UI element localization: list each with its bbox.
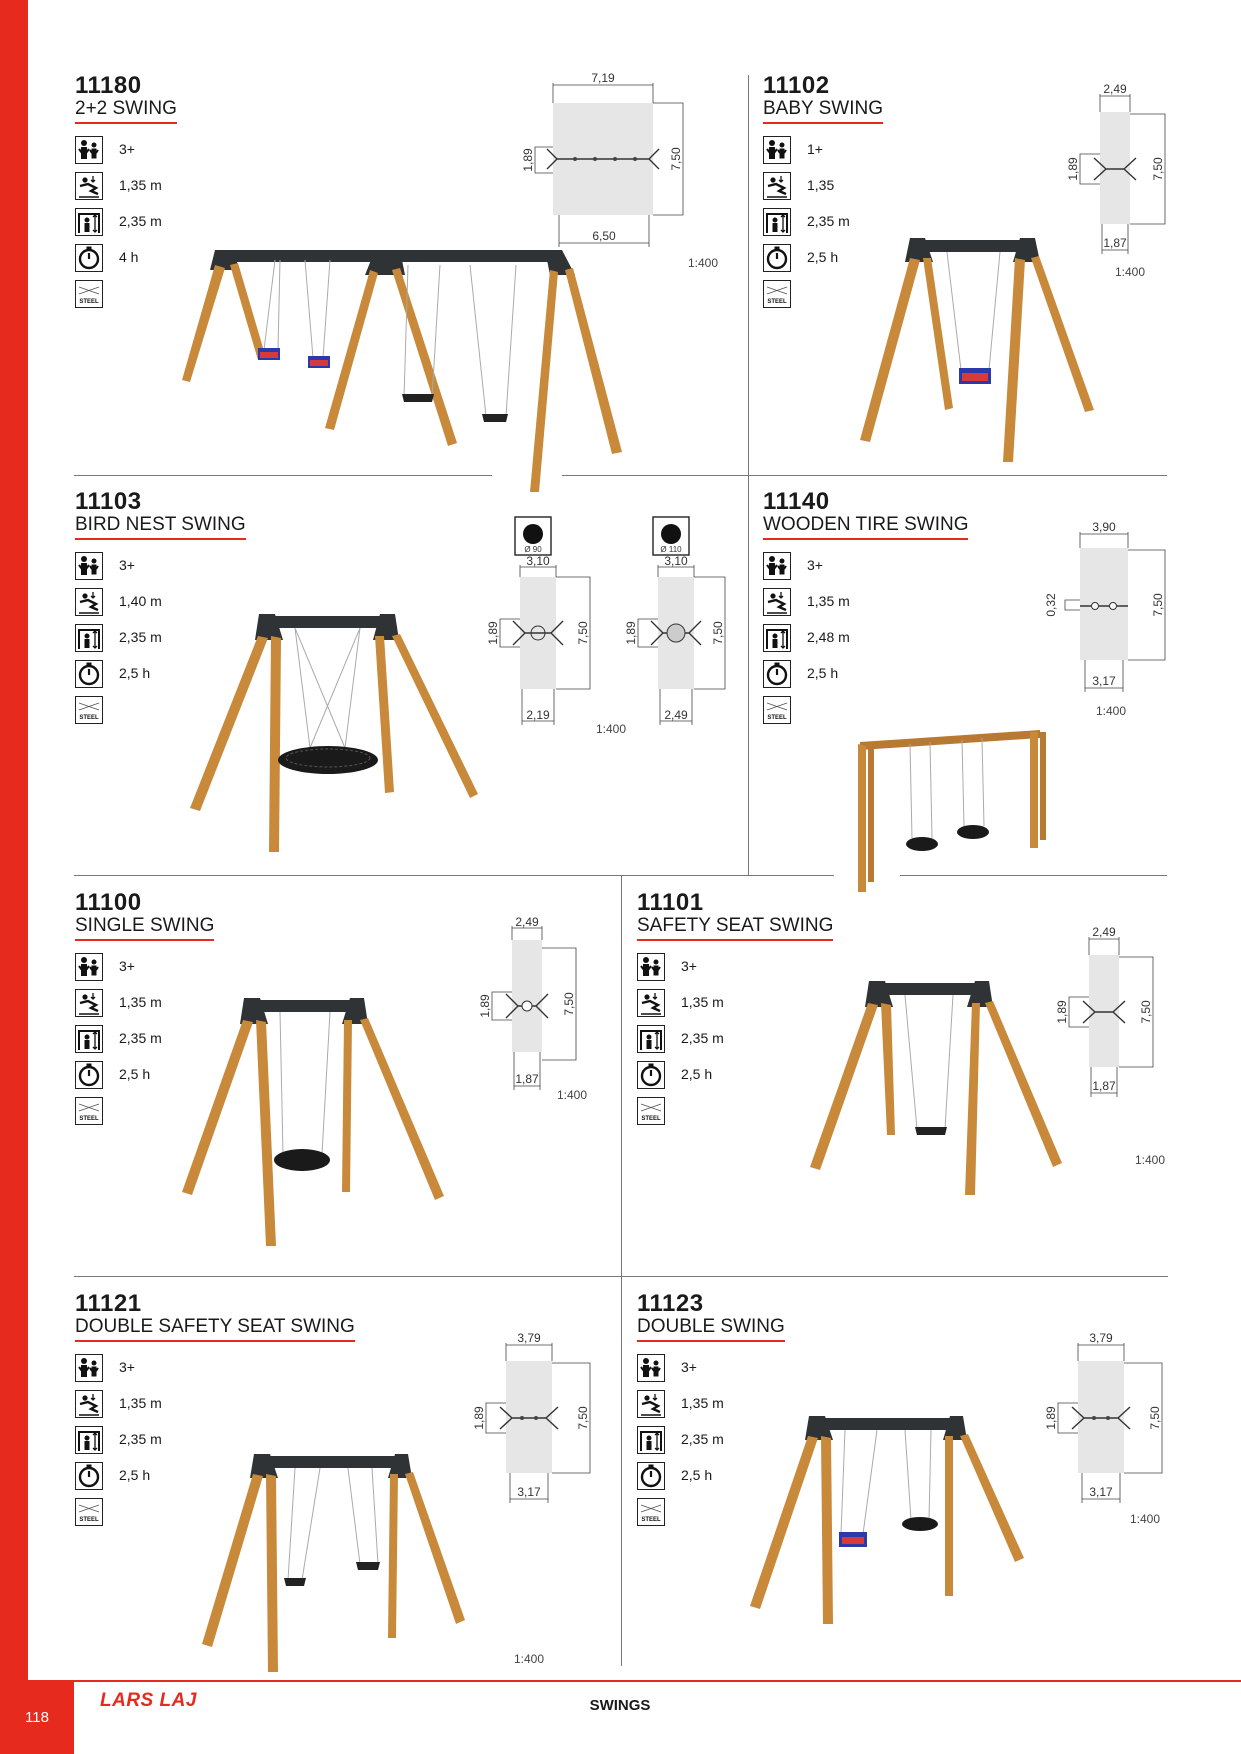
svg-text:3,79: 3,79 xyxy=(517,1331,541,1345)
svg-text:7,50: 7,50 xyxy=(1139,1000,1153,1024)
product-name: BABY SWING xyxy=(763,98,883,124)
swing-illustration xyxy=(185,608,475,858)
svg-text:1,87: 1,87 xyxy=(1092,1079,1116,1093)
steel-icon xyxy=(637,1498,665,1526)
divider xyxy=(621,876,622,1666)
svg-text:2,19: 2,19 xyxy=(526,708,550,722)
age-icon xyxy=(637,953,665,981)
free-height-icon xyxy=(763,624,791,652)
svg-text:1,87: 1,87 xyxy=(515,1072,539,1086)
swing-illustration xyxy=(855,230,1095,465)
svg-text:7,19: 7,19 xyxy=(591,71,615,85)
free-height-icon xyxy=(75,208,103,236)
fall-height-icon xyxy=(75,172,103,200)
svg-text:7,50: 7,50 xyxy=(711,621,725,645)
svg-text:3,10: 3,10 xyxy=(526,554,550,568)
product-name: SINGLE SWING xyxy=(75,915,214,941)
divider xyxy=(562,475,1167,476)
swing-illustration xyxy=(180,992,440,1252)
divider xyxy=(74,875,834,876)
steel-icon xyxy=(763,280,791,308)
fall-height-icon xyxy=(637,1390,665,1418)
install-time-icon xyxy=(75,660,103,688)
svg-text:3,10: 3,10 xyxy=(664,554,688,568)
left-red-bar xyxy=(0,0,28,1680)
steel-icon xyxy=(75,1498,103,1526)
svg-text:1,89: 1,89 xyxy=(486,621,500,645)
svg-text:2,49: 2,49 xyxy=(664,708,688,722)
svg-text:7,50: 7,50 xyxy=(576,1406,590,1430)
svg-text:2,49: 2,49 xyxy=(1092,925,1116,939)
svg-text:1,89: 1,89 xyxy=(1066,157,1080,181)
fall-height-icon xyxy=(763,588,791,616)
scale-label: 1:400 xyxy=(557,1088,588,1102)
install-time-icon xyxy=(763,660,791,688)
free-height-icon xyxy=(75,1025,103,1053)
product-number: 11123 xyxy=(637,1290,704,1317)
product-name: SAFETY SEAT SWING xyxy=(637,915,833,941)
age-icon xyxy=(75,552,103,580)
svg-text:2,49: 2,49 xyxy=(1103,82,1127,96)
svg-text:3,90: 3,90 xyxy=(1092,520,1116,534)
svg-text:3,17: 3,17 xyxy=(1089,1485,1113,1499)
svg-text:2,49: 2,49 xyxy=(515,915,539,929)
svg-text:7,50: 7,50 xyxy=(1151,593,1165,617)
product-number: 11121 xyxy=(75,1290,142,1317)
product-number: 11140 xyxy=(763,488,830,515)
page-number: 118 xyxy=(0,1680,74,1754)
divider xyxy=(74,1276,1168,1277)
free-height-icon xyxy=(763,208,791,236)
install-time-icon xyxy=(637,1462,665,1490)
steel-icon xyxy=(763,696,791,724)
free-height-icon xyxy=(637,1426,665,1454)
product-name: BIRD NEST SWING xyxy=(75,514,246,540)
plan-diagram xyxy=(485,515,595,740)
plan-diagram xyxy=(470,1325,600,1510)
product-name: DOUBLE SWING xyxy=(637,1316,785,1342)
fall-height-icon xyxy=(75,588,103,616)
scale-label: 1:400 xyxy=(596,722,627,736)
section-title: SWINGS xyxy=(589,1697,651,1714)
svg-text:7,50: 7,50 xyxy=(562,992,576,1016)
scale-label: 1:400 xyxy=(688,256,719,270)
svg-text:3,17: 3,17 xyxy=(517,1485,541,1499)
scale-label: 1:400 xyxy=(1130,1512,1161,1526)
free-height-icon xyxy=(637,1025,665,1053)
svg-text:Ø 110: Ø 110 xyxy=(660,545,682,554)
product-name: DOUBLE SAFETY SEAT SWING xyxy=(75,1316,355,1342)
svg-text:1,89: 1,89 xyxy=(478,994,492,1018)
product-name: 2+2 SWING xyxy=(75,98,177,124)
svg-text:7,50: 7,50 xyxy=(1151,157,1165,181)
product-name: WOODEN TIRE SWING xyxy=(763,514,968,540)
svg-text:1,87: 1,87 xyxy=(1103,236,1127,250)
steel-icon xyxy=(75,696,103,724)
svg-text:7,50: 7,50 xyxy=(576,621,590,645)
plan-diagram xyxy=(620,515,730,740)
plan-diagram xyxy=(1035,520,1175,705)
age-icon xyxy=(763,552,791,580)
svg-text:3,17: 3,17 xyxy=(1092,674,1116,688)
install-time-icon xyxy=(75,1462,103,1490)
plan-diagram xyxy=(1040,1325,1170,1510)
age-icon xyxy=(75,953,103,981)
age-icon xyxy=(637,1354,665,1382)
fall-height-icon xyxy=(763,172,791,200)
install-time-icon xyxy=(637,1061,665,1089)
scale-label: 1:400 xyxy=(1135,1153,1166,1167)
fall-height-icon xyxy=(637,989,665,1017)
fall-height-icon xyxy=(75,989,103,1017)
install-time-icon xyxy=(763,244,791,272)
product-number: 11180 xyxy=(75,72,142,99)
swing-illustration xyxy=(850,722,1050,897)
svg-text:3,79: 3,79 xyxy=(1089,1331,1113,1345)
install-time-icon xyxy=(75,1061,103,1089)
steel-icon xyxy=(75,280,103,308)
product-number: 11101 xyxy=(637,889,704,916)
scale-label: 1:400 xyxy=(514,1652,545,1666)
swing-illustration xyxy=(170,230,620,505)
svg-text:0,32: 0,32 xyxy=(1044,593,1058,617)
svg-text:7,50: 7,50 xyxy=(1148,1406,1162,1430)
age-icon xyxy=(763,136,791,164)
plan-diagram xyxy=(470,915,590,1105)
fall-height-icon xyxy=(75,1390,103,1418)
swing-illustration xyxy=(200,1448,470,1678)
install-time-icon xyxy=(75,244,103,272)
svg-text:1,89: 1,89 xyxy=(472,1406,486,1430)
svg-text:Ø 90: Ø 90 xyxy=(524,545,542,554)
steel-icon xyxy=(75,1097,103,1125)
swing-illustration xyxy=(805,975,1065,1210)
free-height-icon xyxy=(75,624,103,652)
product-number: 11103 xyxy=(75,488,142,515)
brand-logo: LARS LAJ xyxy=(100,1690,197,1711)
svg-text:1,89: 1,89 xyxy=(521,148,535,172)
scale-label: 1:400 xyxy=(1115,265,1146,279)
free-height-icon xyxy=(75,1426,103,1454)
svg-text:1,89: 1,89 xyxy=(1055,1000,1069,1024)
svg-text:1,89: 1,89 xyxy=(624,621,638,645)
svg-text:7,50: 7,50 xyxy=(669,147,683,171)
svg-text:1,89: 1,89 xyxy=(1044,1406,1058,1430)
svg-text:6,50: 6,50 xyxy=(592,229,616,243)
product-number: 11100 xyxy=(75,889,142,916)
swing-illustration xyxy=(745,1410,1025,1630)
age-icon xyxy=(75,136,103,164)
steel-icon xyxy=(637,1097,665,1125)
age-icon xyxy=(75,1354,103,1382)
footer-line xyxy=(74,1680,1241,1682)
scale-label: 1:400 xyxy=(1096,704,1127,718)
product-number: 11102 xyxy=(763,72,830,99)
